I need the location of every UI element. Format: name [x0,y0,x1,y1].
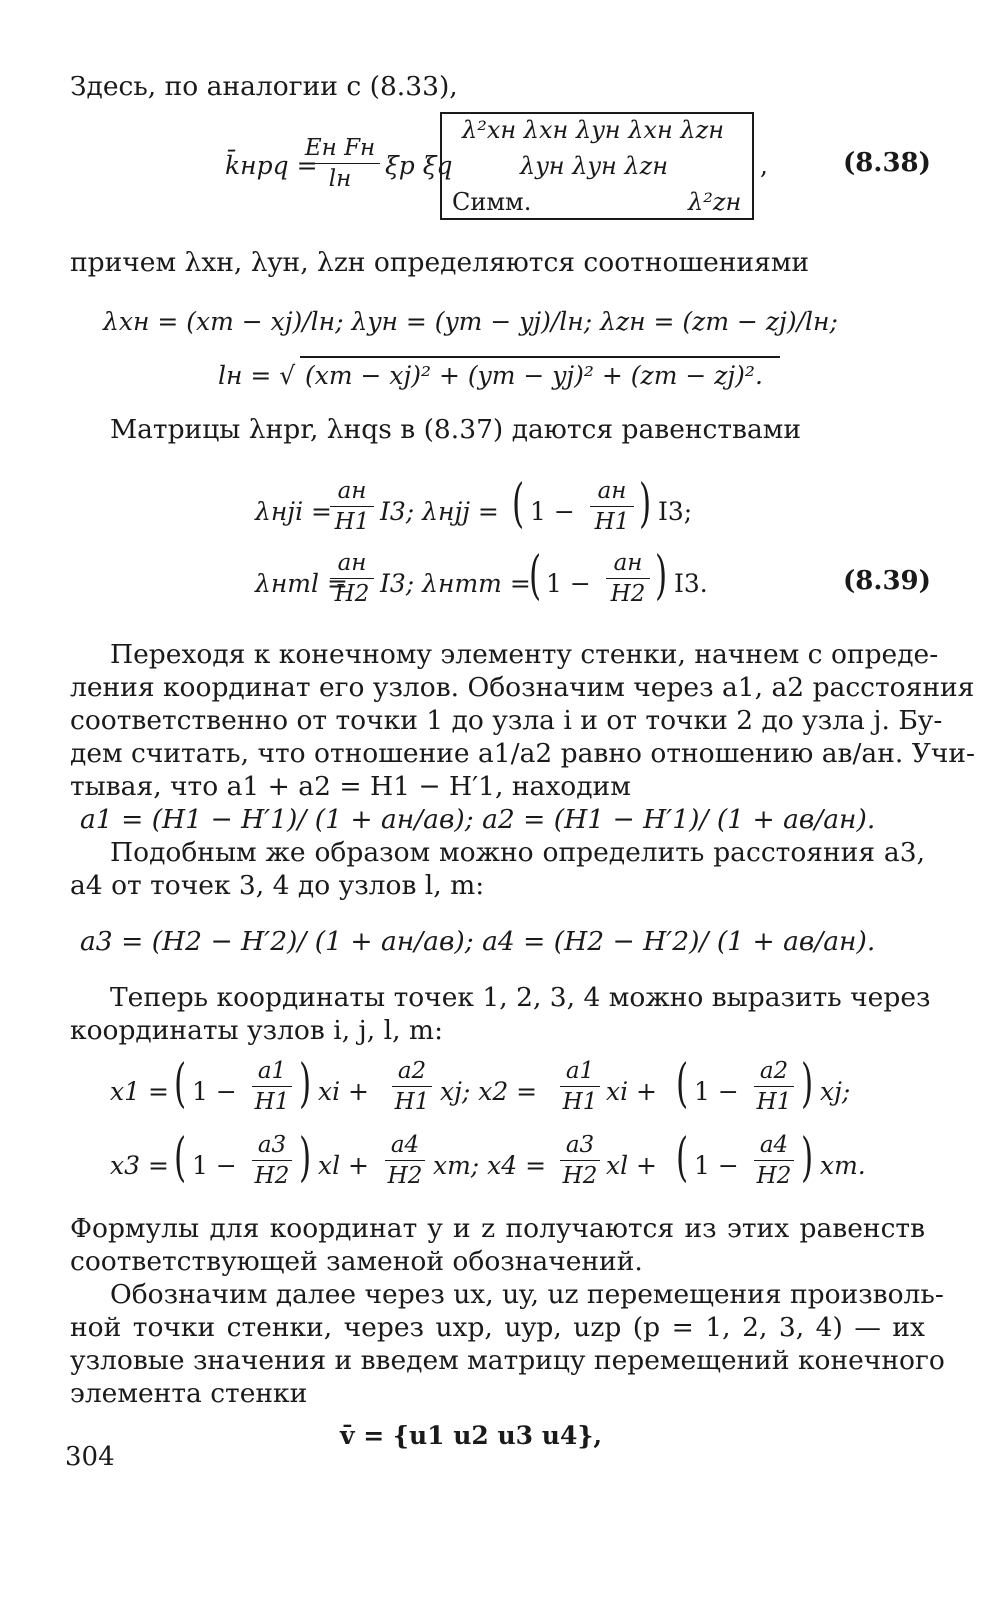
text-line: дем считать, что отношение a1/a2 равно отношению aв/aн. Учи- [70,738,975,769]
fraction-denominator: H2 [756,1163,792,1189]
fraction-numerator: aн [597,478,627,504]
text-line: Здесь, по аналогии с (8.33), [70,71,458,102]
fraction-denominator: H2 [562,1163,598,1189]
text-line: Теперь координаты точек 1, 2, 3, 4 можно выразить через [110,982,931,1013]
fraction-bar [385,1160,425,1161]
fraction-denominator: H1 [334,509,370,535]
eq-838-xi: ξp ξq [385,151,453,180]
fraction-denominator: H2 [387,1163,423,1189]
text-line: соответственно от точки 1 до узла i и от точки 2 до узла j. Бу- [70,705,943,736]
x4-lhs: xm; x4 = [433,1151,547,1180]
sqrt-bar [300,356,780,358]
text-line: Обозначим далее через ux, uy, uz перемещения произволь- [110,1279,944,1310]
text-line: тывая, что a1 + a2 = H1 − H′1, находим [70,771,631,802]
x1-lhs: x1 = [110,1077,169,1106]
text-line: ной точки стенки, через uxp, uyp, uzp (p = 1, 2, 3, 4) — их [70,1312,925,1343]
eq-839-r2-frac [330,550,374,607]
fraction-denominator: H2 [610,581,646,607]
fraction-bar [330,578,374,579]
fraction-denominator: H1 [254,1089,290,1115]
frac-a1-h1-b [560,1058,600,1115]
fraction-bar [330,506,374,507]
matrix-row-3-label: Симм. [452,188,532,216]
text-line: Переходя к конечному элементу стенки, начнем с опреде- [110,639,939,670]
fraction-bar [300,163,380,164]
equation-number-8-38: (8.38) [843,148,931,178]
eq-838-fraction [300,135,380,192]
page-number: 304 [65,1442,115,1472]
fraction-bar [754,1086,794,1087]
eq-839-r1-lhs: λнji = [255,497,332,526]
frac-a1-h1 [252,1058,292,1115]
x2-end: xj; [820,1077,851,1106]
x2-term: xi + [606,1077,657,1106]
fraction-bar [754,1160,794,1161]
fraction-numerator: aн [613,550,643,576]
eq-838-lhs: k̄нpq = [225,151,318,180]
left-paren: ( [676,1054,689,1114]
fraction-bar [606,578,650,579]
fraction-denominator: lн [328,166,352,192]
fraction-numerator: aн [337,478,367,504]
text-line: a4 от точек 3, 4 до узлов l, m: [70,870,485,901]
formula-a1-a2: a1 = (H1 − H′1)/ (1 + aн/aв); a2 = (H1 − H′1)/ (1 + aв/aн). [80,804,876,835]
fraction-denominator: H2 [254,1163,290,1189]
fraction-numerator: a4 [390,1132,420,1158]
fraction-numerator: a2 [397,1058,427,1084]
eq-839-r1-end: I3; [658,497,693,526]
fraction-numerator: a2 [759,1058,789,1084]
length-formula-radicand: (xm − xj)² + (ym − yj)² + (zm − zj)². [305,361,763,390]
fraction-numerator: a3 [257,1132,287,1158]
x2-lhs: xj; x2 = [440,1077,538,1106]
displacement-vector: v̄ = {u1 u2 u3 u4}, [340,1421,603,1450]
matrix-row-1: λ²xн λxн λyн λxн λzн [462,116,725,144]
fraction-numerator: a4 [759,1132,789,1158]
fraction-bar [560,1086,600,1087]
eq-838-comma: , [760,151,768,180]
text-line: узловые значения и введем матрицу перемещений конечного [70,1345,945,1376]
one-minus: 1 − [192,1077,237,1106]
fraction-denominator: H1 [394,1089,430,1115]
one-minus: 1 − [694,1077,739,1106]
right-paren: ) [801,1054,814,1114]
fraction-denominator: H1 [594,509,630,535]
left-paren: ( [676,1128,689,1188]
eq-839-r1-frac [330,478,374,535]
fraction-numerator: aн [337,550,367,576]
eq-839-r2-lhs: λнml = [255,569,348,598]
left-paren: ( [512,474,525,534]
frac-a2-h1-b [754,1058,794,1115]
text-line: координаты узлов i, j, l, m: [70,1015,443,1046]
text-line: причем λxн, λyн, λzн определяются соотношениями [70,247,810,278]
frac-a4-h2 [385,1132,425,1189]
eq-839-r2-mid: I3; λнmm = [380,569,531,598]
right-paren: ) [299,1128,312,1188]
formula-a3-a4: a3 = (H2 − H′2)/ (1 + aн/aв); a4 = (H2 − H′2)/ (1 + aв/aн). [80,926,876,957]
text-line: соответствующей заменой обозначений. [70,1246,643,1277]
fraction-denominator: H1 [756,1089,792,1115]
right-paren: ) [639,474,652,534]
x3-lhs: x3 = [110,1151,169,1180]
x4-end: xm. [820,1151,866,1180]
frac-a3-h2-b [560,1132,600,1189]
text-line: Формулы для координат y и z получаются из этих равенств [70,1213,925,1244]
frac-a4-h2-b [754,1132,794,1189]
x1-term: xi + [318,1077,369,1106]
fraction-bar [252,1160,292,1161]
fraction-denominator: H1 [562,1089,598,1115]
fraction-numerator: a1 [257,1058,287,1084]
frac-a2-h1 [392,1058,432,1115]
eq-839-r2-end: I3. [674,569,708,598]
one-minus: 1 − [192,1151,237,1180]
right-paren: ) [655,546,668,606]
fraction-bar [252,1086,292,1087]
fraction-numerator: Eн Fн [304,135,376,161]
left-paren: ( [174,1128,187,1188]
text-line: Матрицы λнpr, λнqs в (8.37) даются равенствами [110,414,802,445]
eq-839-r2-frac2 [606,550,650,607]
eq-839-r1-one-minus: 1 − [530,497,575,526]
fraction-numerator: a3 [565,1132,595,1158]
fraction-denominator: H2 [334,581,370,607]
eq-839-r1-frac2 [590,478,634,535]
right-paren: ) [801,1128,814,1188]
left-paren: ( [174,1054,187,1114]
fraction-bar [590,506,634,507]
matrix-row-3-entry: λ²zн [688,188,742,216]
text-line: элемента стенки [70,1378,308,1409]
eq-839-r1-mid: I3; λнjj = [380,497,499,526]
lambda-definitions: λxн = (xm − xj)/lн; λyн = (ym − yj)/lн; λzн = (zm − zj)/lн; [103,307,838,336]
frac-a3-h2 [252,1132,292,1189]
left-paren: ( [529,546,542,606]
x3-term: xl + [318,1151,369,1180]
fraction-numerator: a1 [565,1058,595,1084]
eq-839-r2-one-minus: 1 − [546,569,591,598]
text-line: ления координат его узлов. Обозначим через a1, a2 расстояния [70,672,975,703]
fraction-bar [392,1086,432,1087]
equation-number-8-39: (8.39) [843,566,931,596]
one-minus: 1 − [694,1151,739,1180]
x4-term: xl + [606,1151,657,1180]
text-line: Подобным же образом можно определить расстояния a3, [110,837,925,868]
fraction-bar [560,1160,600,1161]
length-formula-lhs: lн = √ [218,361,296,390]
right-paren: ) [299,1054,312,1114]
matrix-row-2: λyн λyн λzн [520,152,669,180]
